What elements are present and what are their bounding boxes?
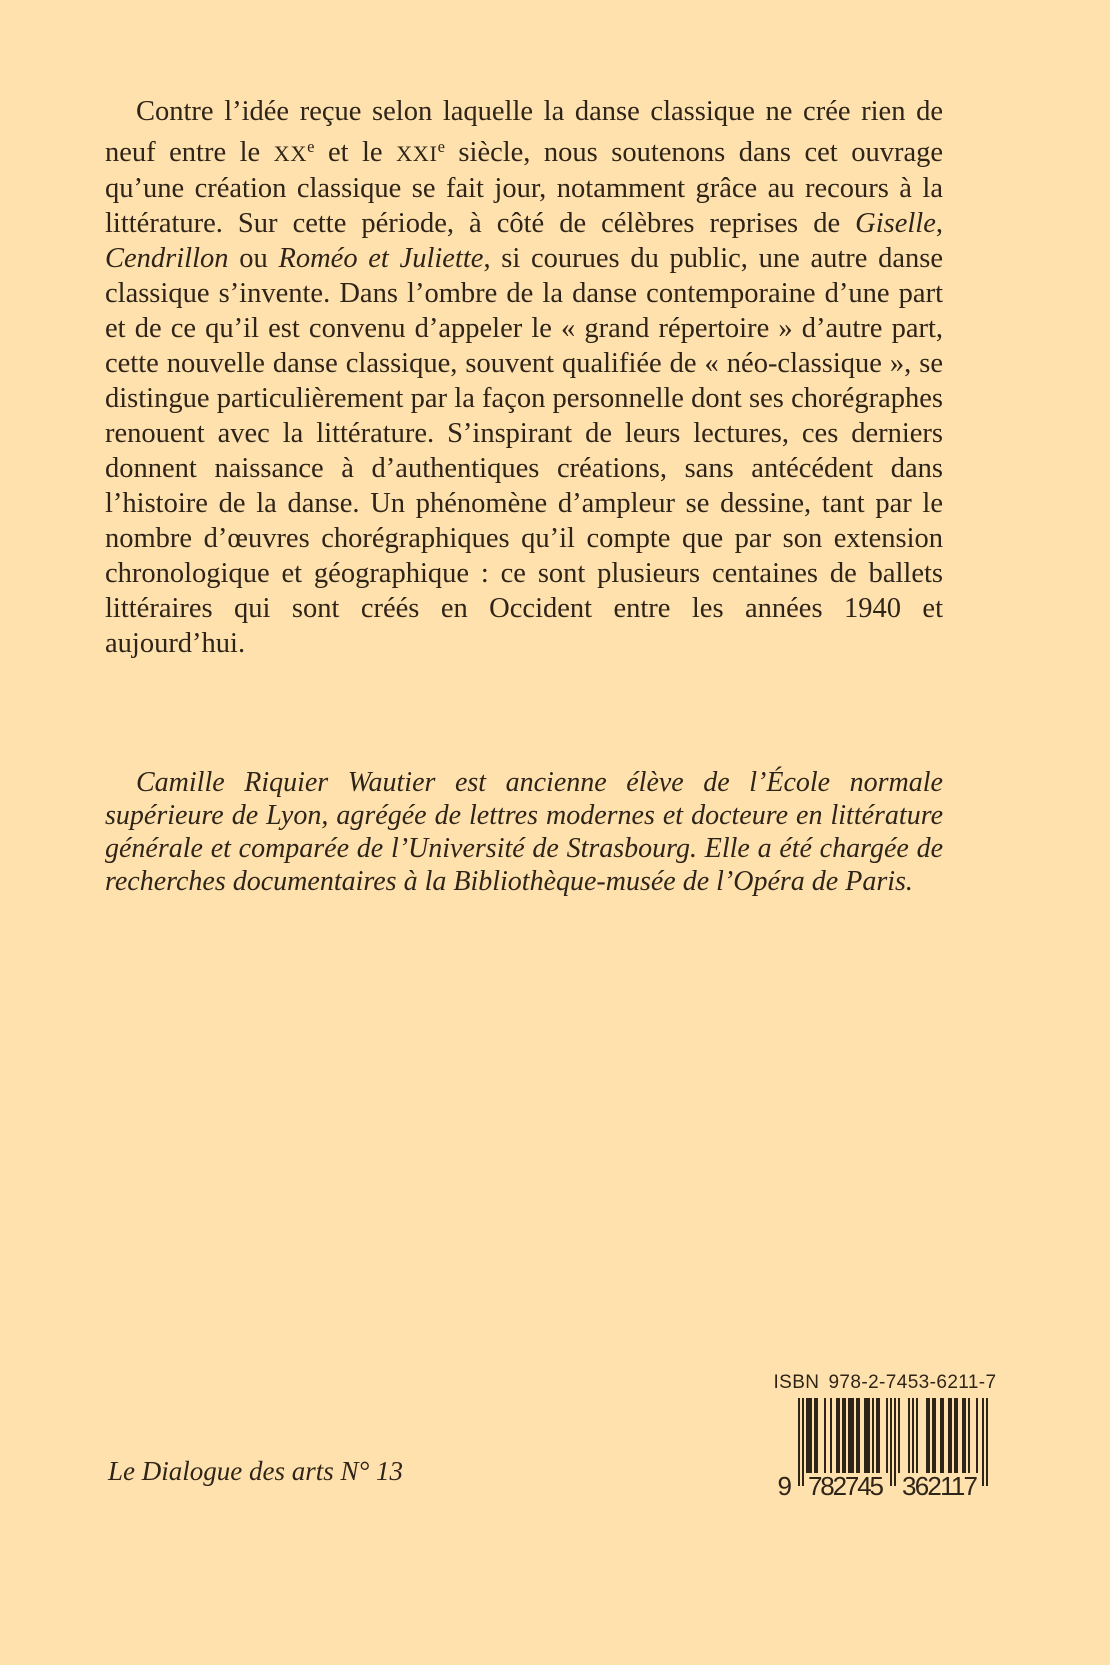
blurb-text-run: XX <box>273 141 308 167</box>
blurb-text-run: Contre l’idée reçue selon laquelle la danse classique ne crée rien de neuf entre le <box>105 96 943 169</box>
blurb-text-run: e <box>307 137 315 156</box>
blurb-text-run: siècle, nous soutenons dans cet ouvrage qu’une création classique se fait jour, notamment grâce au recours à la littérature. Sur cette période, à côté de célèbres reprises de <box>105 137 944 240</box>
ean13-barcode-icon <box>772 1398 992 1498</box>
blurb-text-run: et le <box>314 137 397 169</box>
svg-text:362117: 362117 <box>902 1471 978 1498</box>
blurb-text-run: ou <box>228 243 279 275</box>
blurb-text-run: Cendrillon <box>105 243 229 275</box>
blurb-text-run: XXI <box>396 141 438 167</box>
isbn-label: ISBN <box>773 1372 820 1393</box>
blurb-text-run: e <box>437 137 445 156</box>
blurb-text-run: , <box>935 208 943 240</box>
author-bio: Camille Riquier Wautier est ancienne élève de l’École normale supérieure de Lyon, agrégée de lettres modernes et docteure en littérature générale et comparée de l’Université de Strasbourg. Elle a été chargée de recherches documentaires à la Bibliothèque-musée de l’Opéra de Paris. <box>105 767 943 897</box>
isbn-number: 978-2-7453-6211-7 <box>828 1372 997 1393</box>
collection-imprint: Le Dialogue des arts N° 13 <box>108 1456 404 1486</box>
blurb-text-run: , si courues du public, une autre danse classique s’invente. Dans l’ombre de la danse contemporaine d’une part et de ce qu’il est convenu d’appeler le « grand répertoire » d’autre part, cette nouvelle danse classique, souvent qualifiée de « néo-classique », se distingue particulièrement par la façon personnelle dont ses chorégraphes renouent avec la littérature. S’inspirant de leurs lectures, ces derniers donnent naissance à d’authentiques créations, sans antécédent dans l’histoire de la danse. Un phénomène d’ampleur se dessine, tant par le nombre d’œuvres chorégraphiques qu’il compte que par son extension chronologique et géographique : ce sont plusieurs centaines de ballets littéraires qui sont créés en Occident entre les années 1940 et aujourd’hui. <box>105 243 944 660</box>
svg-text:9: 9 <box>777 1471 792 1498</box>
isbn-line <box>772 1372 998 1394</box>
blurb-text-run: Giselle <box>855 208 936 240</box>
isbn-block <box>772 1372 998 1498</box>
blurb-text-run: Roméo et Juliette <box>278 243 484 275</box>
svg-text:782745: 782745 <box>808 1471 884 1498</box>
blurb-paragraph <box>105 94 943 661</box>
